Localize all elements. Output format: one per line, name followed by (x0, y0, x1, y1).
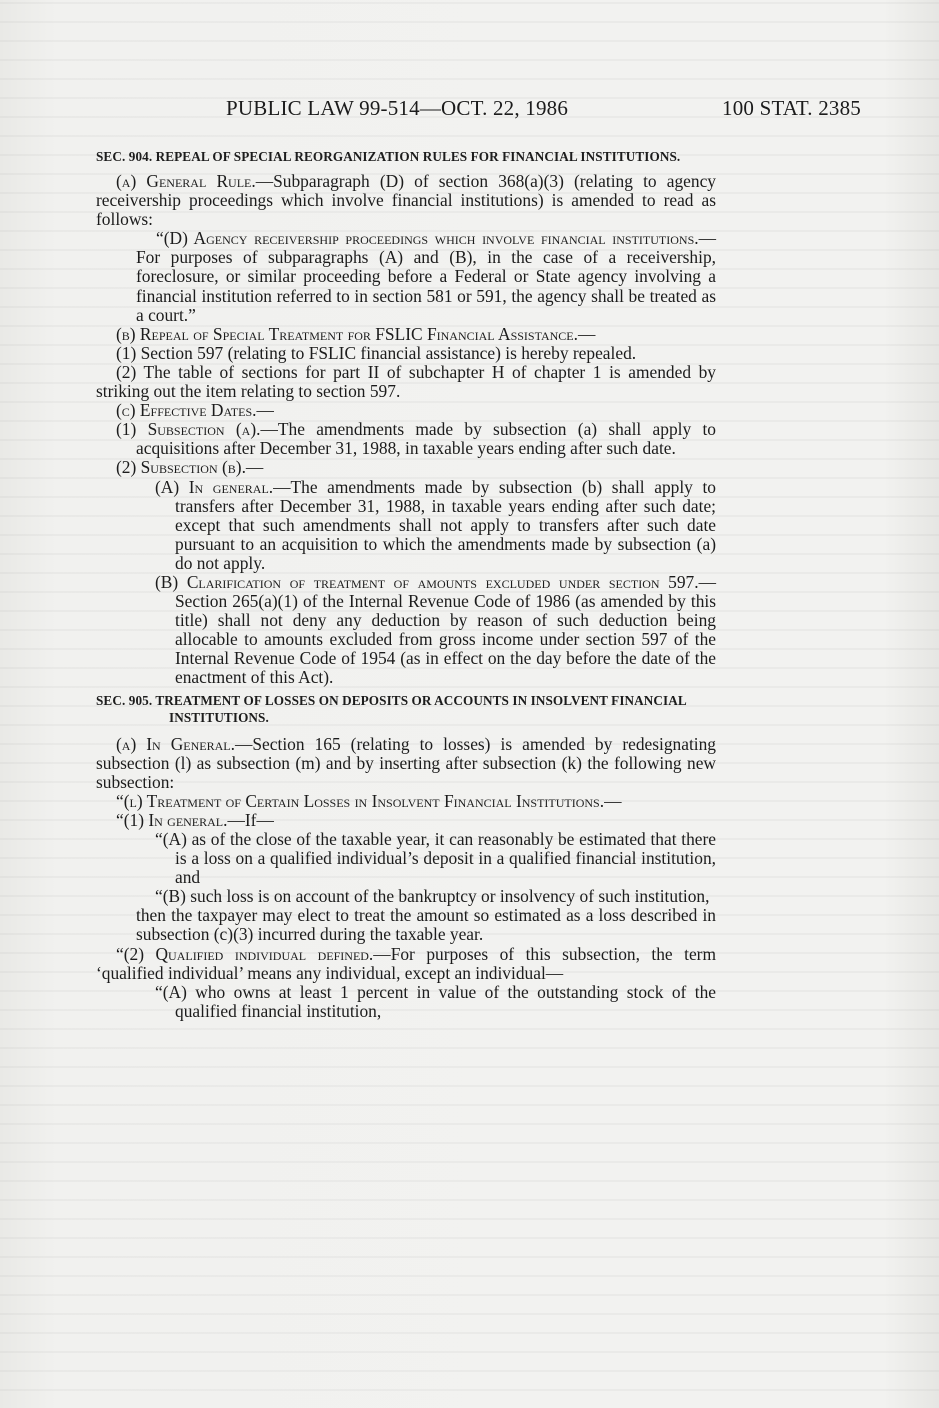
stat-citation: 100 STAT. 2385 (722, 96, 861, 120)
subsection-l1 (96, 811, 716, 830)
subsection-l-label: “(l) Treatment of Certain Losses in Insolvent Financial Institutions. (116, 790, 605, 811)
subsection-l-dash: — (604, 790, 622, 811)
section-904-c-label: (c) Effective Dates. (116, 400, 257, 421)
section-904-b1: (1) Section 597 (relating to FSLIC financial assistance) is hereby repealed. (116, 342, 637, 363)
page-header (96, 96, 861, 124)
subsection-l1-label: “(1) In general. (116, 809, 228, 830)
section-904-c2a (96, 478, 716, 573)
section-904-c2a-text: —The amendments made by subsection (b) shall apply to transfers after December 31, 1988, in taxable years ending after such date; except that such amendments shall not apply to transfers after such date pursuant to an acquisition to which the amendments made by subsection (a) do not apply. (175, 476, 716, 573)
section-904-c2b-text: —Section 265(a)(1) of the Internal Revenue Code of 1986 (as amended by this title) shall not deny any deduction by reason of such deduction being allocable to amounts excluded from gross income under section 597 of the Internal Revenue Code of 1954 (as in effect on the day before the date of the enactment of this Act). (175, 571, 716, 688)
section-904-heading: SEC. 904. REPEAL OF SPECIAL REORGANIZATION RULES FOR FINANCIAL INSTITUTIONS. (96, 149, 681, 164)
section-904-b (96, 325, 716, 344)
section-904-a-label: (a) General Rule. (116, 171, 256, 191)
section-905-heading: SEC. 905. TREATMENT OF LOSSES ON DEPOSITS OR ACCOUNTS IN INSOLVENT FINANCIAL INSTITUTIONS. (96, 692, 687, 725)
subsection-l (96, 792, 716, 811)
section-904-c-dash: — (256, 400, 274, 421)
subsection-l1-text: —If— (227, 809, 274, 830)
section-904-a-text: —Subparagraph (D) of section 368(a)(3) (relating to agency receivership proceedings which involve financial institutions) is amended to read as follows: (96, 171, 716, 230)
subparagraph-d-text: —For purposes of subparagraphs (A) and (B), in the case of a receivership, foreclosure, or similar proceeding before a Federal or State agency involving a financial institution referred to in section 581 or 591, the agency shall be treated as a court.” (136, 228, 716, 325)
section-905-a (96, 735, 716, 792)
subsection-l2-text: —For purposes of this subsection, the term ‘qualified individual’ means any individual, except an individual— (96, 943, 716, 983)
subsection-l1-then: then the taxpayer may elect to treat the amount so estimated as a loss described in subsection (c)(3) incurred during the taxable year. (136, 905, 716, 945)
subsection-l2 (96, 945, 716, 983)
subparagraph-d-label: “(D) Agency receivership proceedings which involve financial institutions. (156, 228, 699, 249)
section-904-c2-dash: — (245, 457, 264, 478)
section-904-c1-label: (1) Subsection (a). (116, 419, 261, 440)
section-904-c (96, 401, 716, 420)
document-body (96, 146, 716, 1021)
section-904-c1 (96, 420, 716, 458)
section-904-c2b-label: (B) Clarification of treatment of amounts excluded under section 597. (155, 571, 699, 592)
section-904-c2a-label: (A) In general. (155, 476, 274, 497)
subsection-l1b: “(B) such loss is on account of the bankruptcy or insolvency of such institution, (155, 886, 710, 907)
section-904-c2-label: (2) Subsection (b). (116, 457, 246, 478)
subsection-l2a: “(A) who owns at least 1 percent in value of the outstanding stock of the qualified financial institution, (155, 981, 716, 1021)
section-904-c1-text: —The amendments made by subsection (a) shall apply to acquisitions after December 31, 1988, in taxable years ending after such date. (136, 419, 716, 459)
subsection-l1a: “(A) as of the close of the taxable year, it can reasonably be estimated that there is a loss on a qualified individual’s deposit in a qualified financial institution, and (155, 829, 716, 888)
section-904-c2b (96, 573, 716, 688)
subparagraph-d (96, 229, 716, 324)
section-905-a-label: (a) In General. (116, 733, 235, 754)
section-904-b-label: (b) Repeal of Special Treatment for FSLIC Financial Assistance. (116, 323, 578, 344)
page-title: PUBLIC LAW 99-514—OCT. 22, 1986 (226, 96, 569, 120)
subsection-l2-label: “(2) Qualified individual defined. (116, 943, 374, 964)
section-904-c2 (96, 458, 716, 477)
section-904-b-dash: — (577, 323, 596, 344)
section-905-a-text: —Section 165 (relating to losses) is amended by redesignating subsection (l) as subsection (m) and by inserting after subsection (k) the following new subsection: (96, 733, 716, 792)
section-904-a (96, 172, 716, 229)
section-904-b2: (2) The table of sections for part II of subchapter H of chapter 1 is amended by striking out the item relating to section 597. (96, 361, 716, 402)
